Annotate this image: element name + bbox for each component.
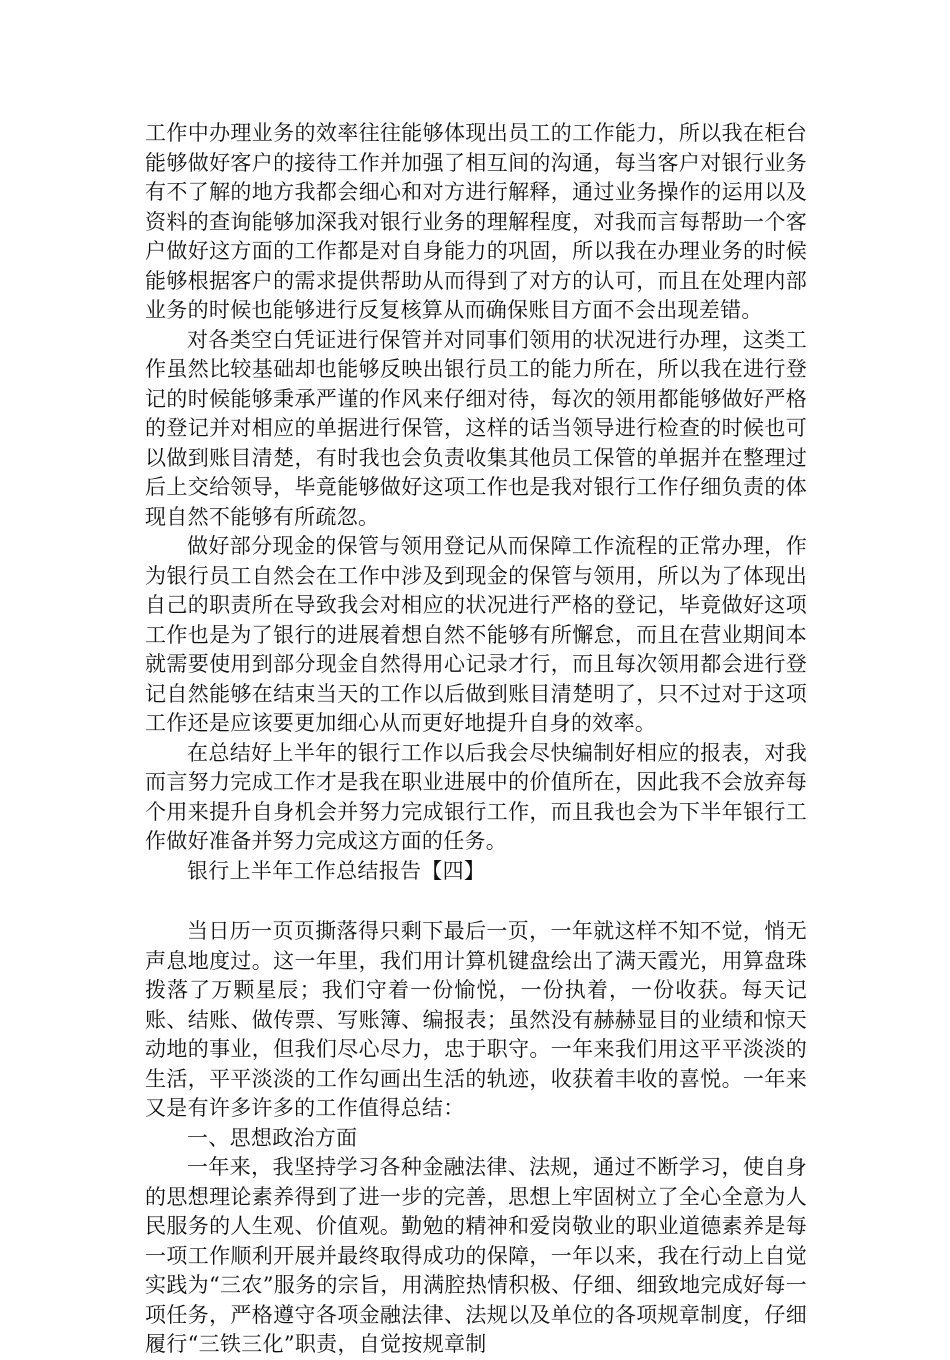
section-heading-ideology: 一、思想政治方面 [187,1125,358,1150]
paragraph-cash-custody: 做好部分现金的保管与领用登记从而保障工作流程的正常办理，作为银行员工自然会在工作中涉及到现金的保管与领用，所以为了体现出自己的职责所在导致我会对相应的状况进行严格的登记，毕竟做好这项工作也是为了银行的进展着想自然不能够有所懈怠，而且在营业期间本就需要使用到部分现金自然得用心记录才行，而且每次领用都会进行登记自然能够在结束当天的工作以后做到账目清楚明了，只不过对于这项工作还是应该要更加细心从而更好地提升自身的效率。 [145,534,807,735]
section-title-report-four: 银行上半年工作总结报告【四】 [187,858,486,883]
paragraph-blank-vouchers: 对各类空白凭证进行保管并对同事们领用的状况进行办理，这类工作虽然比较基础却也能够反映出银行员工的能力所在，所以我在进行登记的时候能够秉承严谨的作风来仔细对待，每次的领用都能够做好严格的登记并对相应的单据进行保管，这样的话当领导进行检查的时候也可以做到账目清楚，有时我也会负责收集其他员工保管的单据并在整理过后上交给领导，毕竟能够做好这项工作也是我对银行工作仔细负责的体现自然不能够有所疏忽。 [145,327,807,529]
paragraph-counter-service: 工作中办理业务的效率往往能够体现出员工的工作能力，所以我在柜台能够做好客户的接待工作并加强了相互间的沟通，每当客户对银行业务有不了解的地方我都会细心和对方进行解释，通过业务操作的运用以及资料的查询能够加深我对银行业务的理解程度，对我而言每帮助一个客户做好这方面的工作都是对自身能力的巩固，所以我在办理业务的时候能够根据客户的需求提供帮助从而得到了对方的认可，而且在处理内部业务的时候也能够进行反复核算从而确保账目方面不会出现差错。 [145,121,807,322]
blank-line [145,886,807,917]
document-page [145,119,807,1360]
paragraph-ideology-study: 一年来，我坚持学习各种金融法律、法规，通过不断学习，使自身的思想理论素养得到了进一步的完善，思想上牢固树立了全心全意为人民服务的人生观、价值观。勤勉的精神和爱岗敬业的职业道德素养是每一项工作顺利开展并最终取得成功的保障，一年以来，我在行动上自觉实践为“三农”服务的宗旨，用满腔热情积极、仔细、细致地完成好每一项任务，严格遵守各项金融法律、法规以及单位的各项规章制度，仔细履行“三铁三化”职责，自觉按规章制 [145,1155,807,1356]
paragraph-year-review: 当日历一页页撕落得只剩下最后一页，一年就这样不知不觉，悄无声息地度过。这一年里，我们用计算机键盘绘出了满天霞光，用算盘珠拨落了万颗星辰；我们守着一份愉悦，一份执着，一份收获。每天记账、结账、做传票、写账簿、编报表；虽然没有赫赫显目的业绩和惊天动地的事业，但我们尽心尽力，忠于职守。一年来我们用这平平淡淡的生活，平平淡淡的工作勾画出生活的轨迹，收获着丰收的喜悦。一年来又是有许多许多的工作值得总结： [145,919,807,1120]
paragraph-half-year-summary: 在总结好上半年的银行工作以后我会尽快编制好相应的报表，对我而言努力完成工作才是我在职业进展中的价值所在，因此我不会放弃每个用来提升自身机会并努力完成银行工作，而且我也会为下半年银行工作做好准备并努力完成这方面的任务。 [145,740,807,853]
